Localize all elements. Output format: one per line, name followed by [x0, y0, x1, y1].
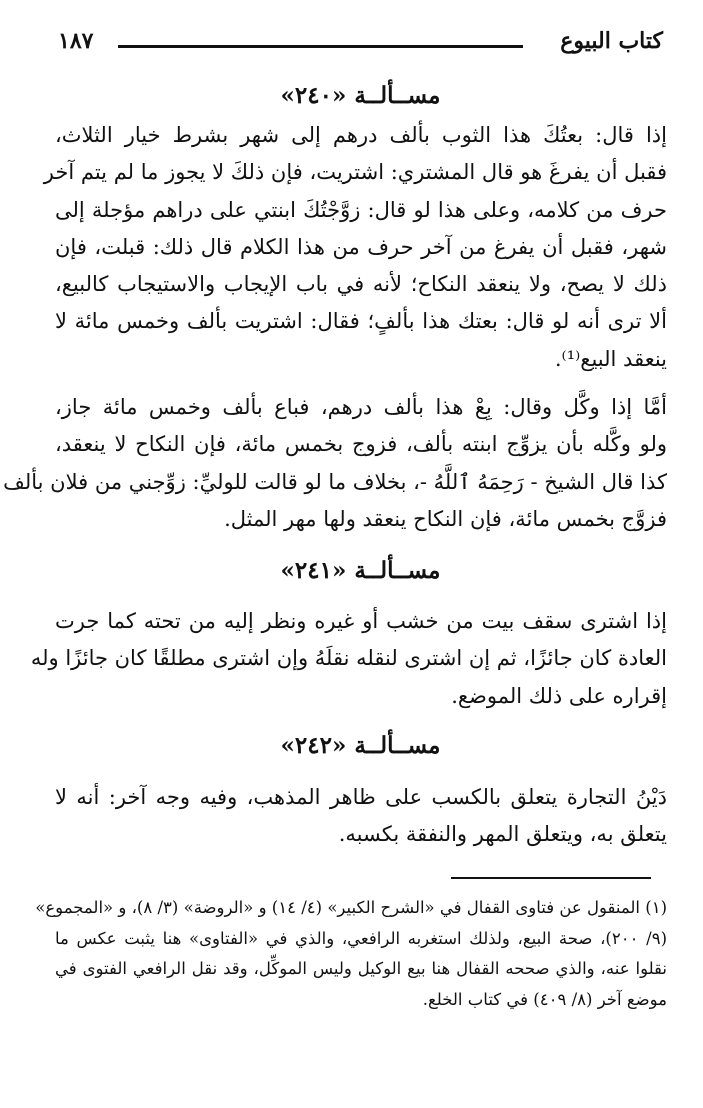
text-line: ألا ترى أنه لو قال: بعتك هذا بألفٍ؛ فقال: اشتريت بألف وخمس مائة لا — [55, 309, 667, 334]
section-title: مســألــة «٢٤١» — [280, 557, 441, 584]
running-header — [58, 28, 663, 62]
text-line: ولو وكَّله بأن يزوِّج ابنته بألف، فزوج بخمس مائة، فإن النكاح لا ينعقد، — [55, 432, 667, 457]
text-line: دَيْنُ التجارة يتعلق بالكسب على ظاهر المذهب، وفيه وجه آخر: أنه لا — [55, 785, 667, 809]
text-line: كذا قال الشيخ - رَحِمَهُ ٱللَّهُ -، بخلاف ما لو قالت للوليِّ: زوِّجني من فلان بألف — [3, 469, 667, 494]
text-line: العادة كان جائزًا، ثم إن اشترى لنقله نقلَهُ وإن اشترى مطلقًا كان جائزًا وله — [30, 646, 667, 671]
text-line: إذا قال: بعتُكَ هذا الثوب بألف درهم إلى شهر بشرط خيار الثلاث، — [55, 123, 667, 147]
paragraph — [30, 603, 667, 715]
paragraph — [43, 117, 668, 378]
text-line: يتعلق به، ويتعلق المهر والنفقة بكسبه. — [338, 822, 667, 847]
footnote — [35, 893, 667, 1015]
text-line: حرف من كلامه، وعلى هذا لو قال: زوَّجْتُكَ ابنتي على دراهم مؤجلة إلى — [55, 197, 667, 222]
footnote-line: (٩/ ٢٠٠)، صحة البيع، ولذلك استغربه الرافعي، والذي في «الفتاوى» هنا يثبت عكس ما — [55, 928, 667, 948]
text-line: فزوَّج بخمس مائة، فإن النكاح ينعقد ولها مهر المثل. — [224, 506, 667, 531]
text-line: أمَّا إذا وكَّل وقال: بِعْ هذا بألف درهم، فباع بألف وخمس مائة جاز، — [55, 395, 667, 419]
header-rule — [118, 45, 523, 48]
text-line: شهر، فقبل أن يفرغ من آخر حرف من هذا الكلام قال ذلك: قبلت، فإن — [55, 234, 668, 259]
text-line: إقراره على ذلك الموضع. — [451, 683, 667, 708]
paragraph — [55, 779, 667, 854]
text-line: ينعقد البيع⁽¹⁾. — [554, 346, 667, 371]
text-line: إذا اشترى سقف بيت من خشب أو غيره ونظر إليه من تحته كما جرت — [55, 609, 667, 633]
footnote-separator — [451, 877, 651, 879]
text-line: ذلك لا يصح، ولا ينعقد النكاح؛ لأنه في باب الإيجاب والاستيجاب كالبيع، — [55, 272, 667, 297]
section-title: مســألــة «٢٤٢» — [280, 732, 441, 759]
paragraph — [3, 389, 667, 538]
footnote-line: نقلوا عنه، والذي صححه القفال هنا بيع الوكيل وليس الموكِّل، وقد نقل الرافعي الفتوى في — [55, 959, 667, 978]
footnote-line: موضع آخر (٨/ ٤٠٩) في كتاب الخلع. — [422, 989, 667, 1009]
footnote-line: (١) المنقول عن فتاوى القفال في «الشرح الكبير» (٤/ ١٤) و «الروضة» (٣/ ٨)، و «المجموع» — [35, 898, 667, 917]
section-title: مســألــة «٢٤٠» — [280, 82, 441, 109]
page-number: ١٨٧ — [58, 28, 94, 54]
book-title: كتاب البيوع — [560, 28, 663, 54]
text-line: فقبل أن يفرغَ هو قال المشتري: اشتريت، فإن ذلكَ لا يجوز ما لم يتم آخر — [43, 160, 667, 185]
